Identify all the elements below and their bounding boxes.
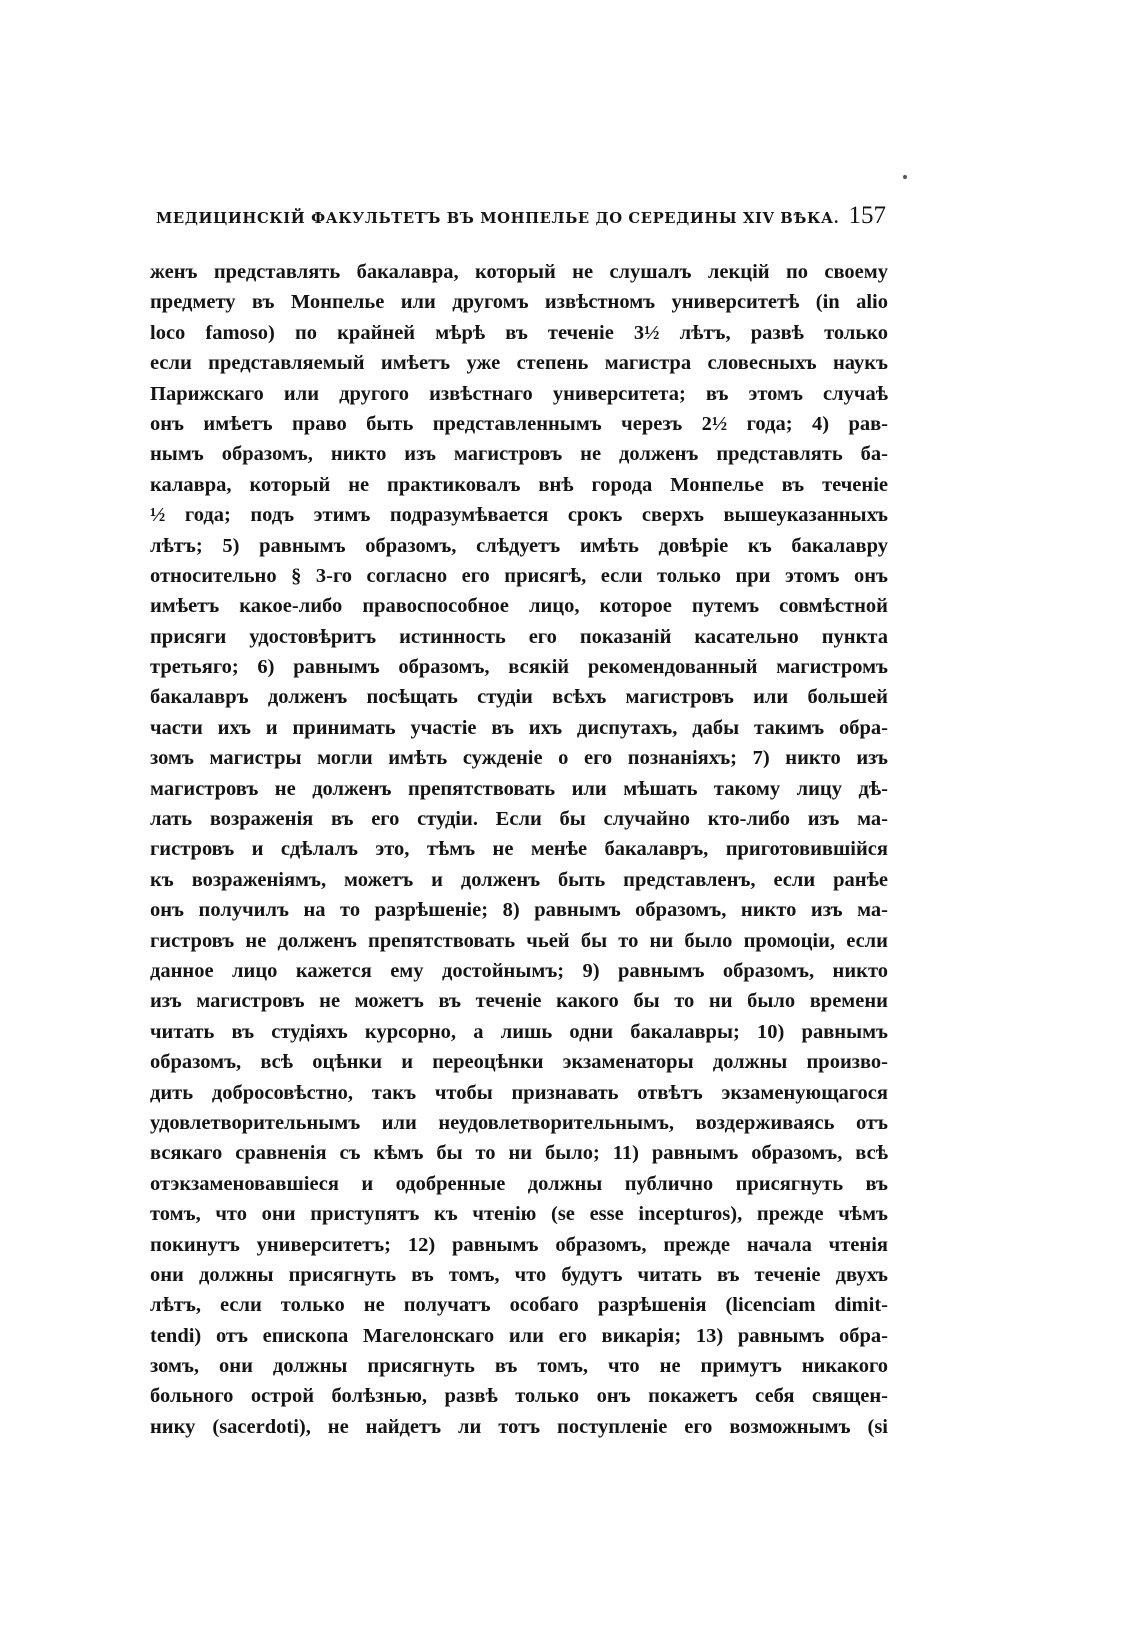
text-line: изъ магистровъ не можетъ въ теченіе какого бы то ни было времени <box>150 990 888 1013</box>
print-speck <box>903 175 907 179</box>
text-line: къ возраженіямъ, можетъ и долженъ быть представленъ, если ранѣе <box>150 868 888 891</box>
running-head-title: МЕДИЦИНСКІЙ ФАКУЛЬТЕТЪ ВЪ МОНПЕЛЬЕ ДО СЕРЕДИНЫ XIV ВѢКА. <box>156 210 840 227</box>
text-line: нику (sacerdoti), не найдетъ ли тотъ поступленіе его возможнымъ (si <box>150 1415 888 1438</box>
text-line: отэкзаменовавшіеся и одобренные должны публично присягнуть въ <box>150 1172 888 1195</box>
text-line: читать въ студіяхъ курсорно, а лишь одни бакалавры; 10) равнымъ <box>150 1020 888 1043</box>
text-line: относительно § 3-го согласно его присягѣ, если только при этомъ онъ <box>150 564 888 587</box>
text-line: зомъ, они должны присягнуть въ томъ, что не примутъ никакого <box>150 1355 888 1378</box>
text-line: калавра, который не практиковалъ внѣ города Монпелье въ теченіе <box>150 473 888 496</box>
text-line: онъ получилъ на то разрѣшеніе; 8) равнымъ образомъ, никто изъ ма- <box>150 899 888 922</box>
text-line: гистровъ не долженъ препятствовать чьей бы то ни было промоціи, если <box>150 929 888 952</box>
text-line: части ихъ и принимать участіе въ ихъ диспутахъ, дабы такимъ обра- <box>150 716 888 739</box>
text-line: гистровъ и сдѣлалъ это, тѣмъ не менѣе бакалавръ, приготовившійся <box>150 838 888 861</box>
text-line: данное лицо кажется ему достойнымъ; 9) равнымъ образомъ, никто <box>150 959 888 982</box>
running-head <box>156 202 886 236</box>
text-line: лѣтъ; 5) равнымъ образомъ, слѣдуетъ имѣть довѣріе къ бакалавру <box>150 534 888 557</box>
text-line: tendi) отъ епископа Магелонскаго или его викарія; 13) равнымъ обра- <box>150 1324 888 1347</box>
text-line: женъ представлять бакалавра, который не слушалъ лекцій по своему <box>150 261 888 283</box>
text-line: томъ, что они приступятъ къ чтенію (se esse incepturos), прежде чѣмъ <box>150 1203 888 1226</box>
text-line: предмету въ Монпелье или другомъ извѣстномъ университетѣ (in alio <box>150 291 888 314</box>
text-line: дить добросовѣстно, такъ чтобы признавать отвѣтъ экзаменующагося <box>150 1081 888 1104</box>
text-line: покинутъ университетъ; 12) равнымъ образомъ, прежде начала чтенія <box>150 1233 888 1256</box>
text-line: если представляемый имѣетъ уже степень магистра словесныхъ наукъ <box>150 352 888 375</box>
text-line: ½ года; подъ этимъ подразумѣвается срокъ сверхъ вышеуказанныхъ <box>150 504 888 527</box>
page-number: 157 <box>848 202 886 229</box>
text-line: всякаго сравненія съ кѣмъ бы то ни было; 11) равнымъ образомъ, всѣ <box>150 1142 888 1165</box>
text-line: лѣтъ, если только не получатъ особаго разрѣшенія (licenciam dimit- <box>150 1294 888 1317</box>
text-line: Парижскаго или другого извѣстнаго университета; въ этомъ случаѣ <box>150 382 888 405</box>
text-line: онъ имѣетъ право быть представленнымъ черезъ 2½ года; 4) рав- <box>150 412 888 435</box>
text-line: третьяго; 6) равнымъ образомъ, всякій рекомендованный магистромъ <box>150 656 888 679</box>
text-line: лать возраженія въ его студіи. Если бы случайно кто-либо изъ ма- <box>150 808 888 831</box>
text-line: зомъ магистры могли имѣть сужденіе о его познаніяхъ; 7) никто изъ <box>150 747 888 770</box>
text-line: имѣетъ какое-либо правоспособное лицо, которое путемъ совмѣстной <box>150 595 888 618</box>
text-line: они должны присягнуть въ томъ, что будутъ читать въ теченіе двухъ <box>150 1263 888 1286</box>
text-line: бакалавръ долженъ посѣщать студіи всѣхъ магистровъ или большей <box>150 686 888 709</box>
text-line: магистровъ не долженъ препятствовать или мѣшать такому лицу дѣ- <box>150 777 888 800</box>
text-line: образомъ, всѣ оцѣнки и переоцѣнки экзаменаторы должны произво- <box>150 1051 888 1074</box>
text-line: нымъ образомъ, никто изъ магистровъ не долженъ представлять ба- <box>150 443 888 466</box>
text-line: присяги удостовѣритъ истинность его показаній касательно пункта <box>150 625 888 648</box>
body-text <box>150 257 888 1442</box>
text-line: loco famoso) по крайней мѣрѣ въ теченіе 3½ лѣтъ, развѣ только <box>150 321 888 344</box>
text-line: удовлетворительнымъ или неудовлетворительнымъ, воздерживаясь отъ <box>150 1111 888 1134</box>
text-line: больного острой болѣзнью, развѣ только онъ покажетъ себя священ- <box>150 1385 888 1408</box>
